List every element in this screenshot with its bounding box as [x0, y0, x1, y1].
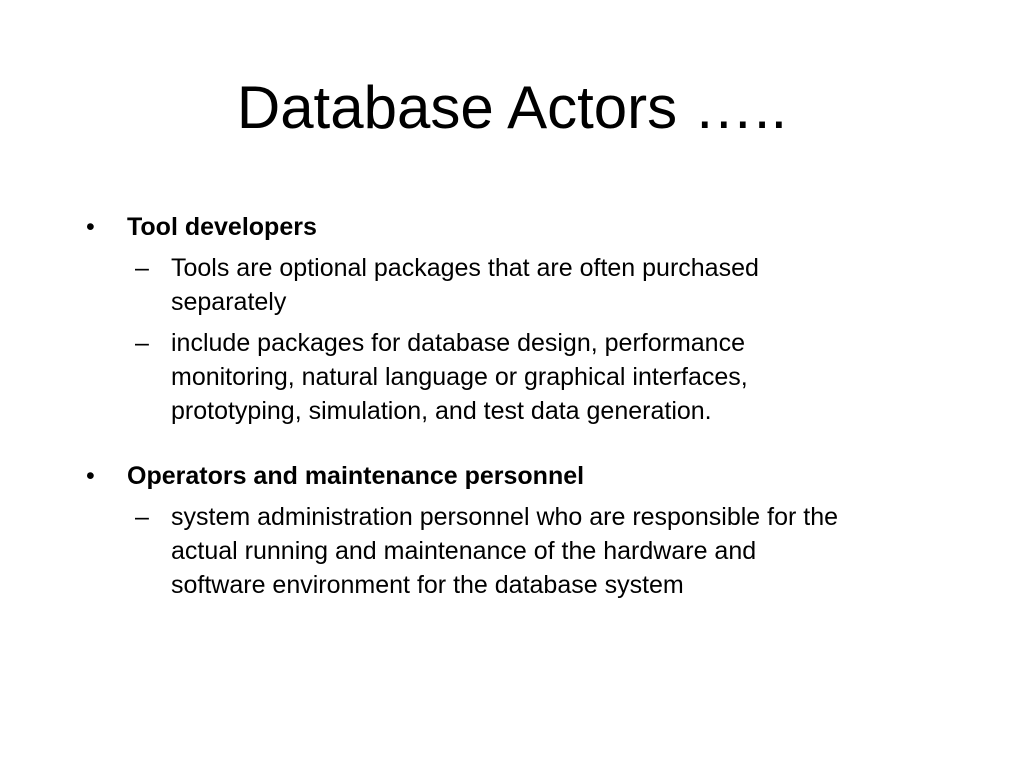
sub-item-text: Tools are optional packages that are often purchased separately: [171, 254, 759, 316]
sub-item: [127, 251, 966, 319]
sub-item-text: system administration personnel who are responsible for the actual running and maintenance of the hardware and software environment for the database system: [171, 503, 839, 599]
bullet-marker: •: [86, 213, 95, 241]
sub-marker: –: [135, 329, 149, 357]
sub-list: [127, 500, 966, 602]
slide-content: [86, 210, 966, 609]
bullet-tool-developers: [86, 210, 966, 428]
bullet-operators: [86, 459, 966, 602]
bullet-marker: •: [86, 462, 95, 490]
bullet-heading: Operators and maintenance personnel: [127, 462, 585, 490]
sub-item-text: include packages for database design, performance monitoring, natural language or graphical interfaces, prototyping, simulation, and test data generation.: [171, 329, 748, 425]
sub-item: [127, 326, 966, 428]
sub-item: [127, 500, 966, 602]
sub-list: [127, 251, 966, 428]
sub-marker: –: [135, 254, 149, 282]
bullet-heading: Tool developers: [127, 213, 317, 241]
sub-marker: –: [135, 503, 149, 531]
slide-title: Database Actors …..: [236, 74, 788, 141]
